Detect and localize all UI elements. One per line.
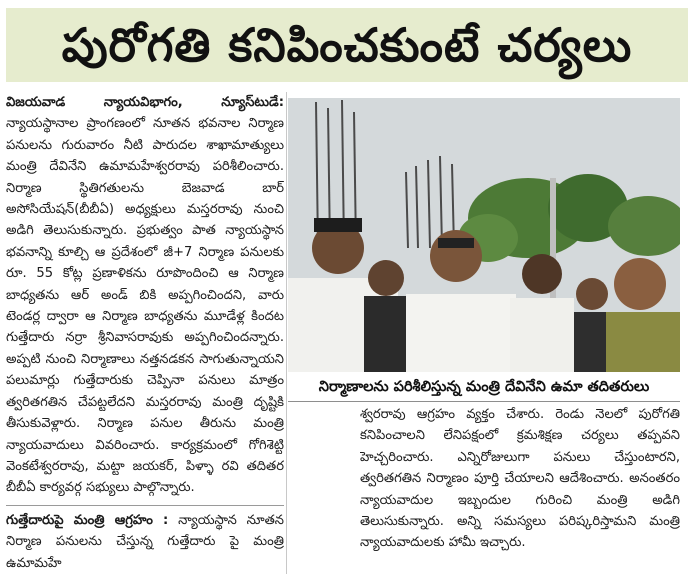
article-body-left [6,92,284,499]
article-body-left-2 [6,510,284,572]
article-right-column [360,404,680,574]
column-divider [286,92,287,574]
photo-illustration [288,98,680,372]
section-divider [6,505,284,506]
news-photo [288,98,680,372]
subhead: గుత్తేదారుపై మంత్రి ఆగ్రహం : [6,512,169,528]
paragraph-1: న్యాయస్థానాల ప్రాంగణంలో నూతన భవనాల నిర్మాణ పనులను గురువారం నీటి పారుదల శాఖామాత్యులు మంత్రి దేవినేని ఉమామహేశ్వరరావు పరిశీలించారు. నిర్మాణ స్థితిగతులను బెజవాడ బార్ అసోసియేషన్(బీబీఏ) అధ్యక్షులు మస్తరరావు నుంచి అడిగి తెలుసుకున్నారు. ప్రభుత్వం పాత న్యాయస్థాన భవనాన్ని కూల్చి ఆ ప్రదేశంలో జీ+7 నిర్మాణ పనులకు రూ. 55 కోట్ల ప్రణాళికను రూపొందించి ఆ నిర్మాణ బాధ్యతను ఆర్ అండ్ బికి అప్పగించిందని, వారు టెండర్ల ద్వారా ఆ నిర్మాణ బాధ్యతను మూడేళ్ల కిందట గుత్తేదారు నర్రా శ్రీనివాసరావుకు అప్పగించిందన్నారు. అప్పటి నుంచి నిర్మాణాలు నత్తనడకన సాగుతున్నాయని పలుమార్లు గుత్తేదారుకు చెప్పినా పనులు మాత్రం త్వరితగతిన చేపట్టలేదని మస్తరరావు మంత్రి దృష్టికి తీసుకువెళ్లారు. నిర్మాణ పనుల తీరును మంత్రి న్యాయవాదులు వివరించారు. కార్యక్రమంలో గోగిశెట్టి వెంకటేశ్వరరావు, మట్టా జయకర్, పిళ్ళా రవి తదితర బీబీఏ కార్యవర్గ సభ్యులు పాల్గొన్నారు. [6,116,284,496]
headline: పురోగతి కనిపించకుంటే చర్యలు [61,18,633,72]
dateline: విజయవాడ న్యాయవిభాగం, న్యూస్‌టుడే: [6,95,284,110]
photo-caption: నిర్మాణాలను పరిశీలిస్తున్న మంత్రి దేవినేని ఉమా తదితరులు [318,379,650,395]
paragraph-2-start: న్యాయస్థాన నూతన నిర్మాణ పనులను చేస్తున్న గుత్తేదారు పై మంత్రి ఉమామహే [6,512,284,571]
article-left-column [6,92,284,572]
headline-band [6,8,688,82]
caption-divider [288,401,680,402]
paragraph-2-continued: శ్వరరావు ఆగ్రహం వ్యక్తం చేశారు. రెండు నెలలో పురోగతి కనిపించాలని లేనిపక్షంలో క్రమశిక్షణ చర్యలు తప్పవని హెచ్చరించారు. ఎన్నిరోజులుగా పనులు చేస్తుంటారని, త్వరితగతిన నిర్మాణం పూర్తి చేయాలని ఆదేశించారు. అనంతరం న్యాయవాదుల ఇబ్బందుల గురించి మంత్రి అడిగి తెలుసుకున్నారు. అన్ని సమస్యలు పరిష్కరిస్తామని మంత్రి న్యాయవాదులకు హామీ ఇచ్చారు. [360,407,680,551]
